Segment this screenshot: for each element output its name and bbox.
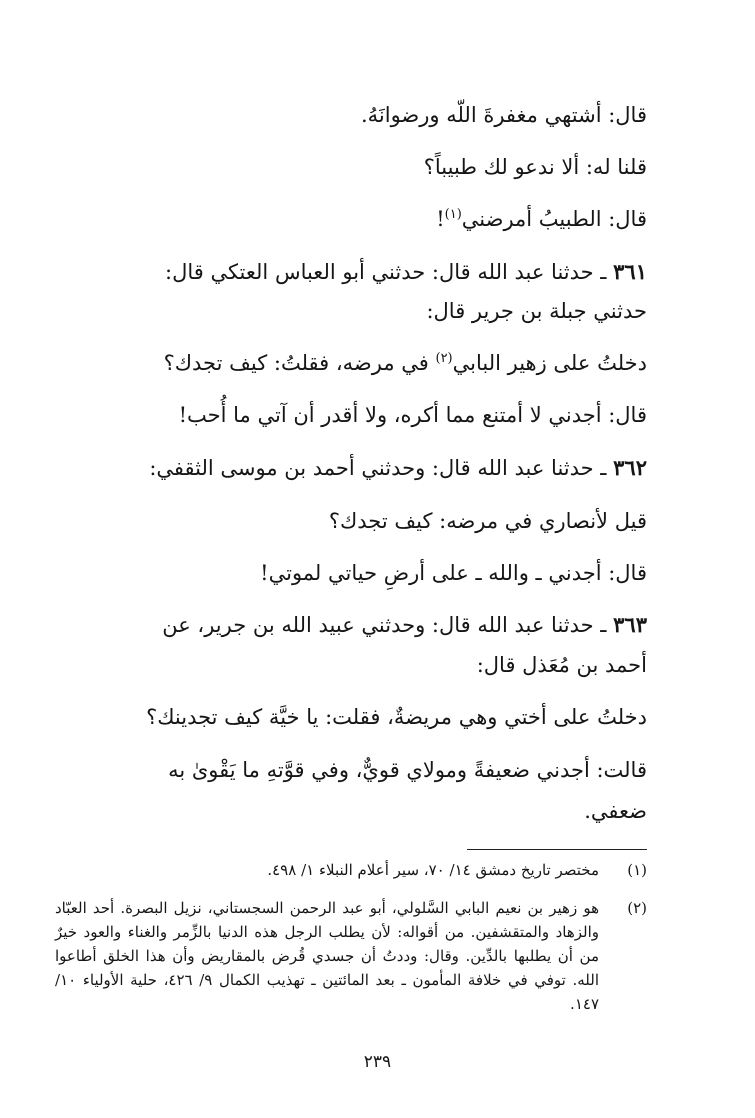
text-line: قال: أجدني ـ والله ـ على أرضِ حياتي لموتي!	[260, 561, 647, 585]
text-line: دخلتُ على زهير البابي	[452, 351, 647, 375]
footnote-mark: (٢)	[627, 899, 647, 917]
page-number: ٢٣٩	[363, 1052, 392, 1072]
footnote-item	[0, 896, 755, 1046]
paragraph	[164, 348, 647, 378]
paragraph	[260, 558, 647, 588]
footnote-text: مختصر تاريخ دمشق ١٤/ ٧٠، سير أعلام النبلاء ١/ ٤٩٨.	[267, 861, 599, 879]
footnote-mark: (١)	[627, 861, 647, 879]
hadith-number: ٣٦٢	[613, 455, 647, 480]
text-line: قال: الطبيبُ أمرضني	[461, 207, 647, 231]
text-line: قلنا له: ألا ندعو لك طبيباً؟	[423, 155, 647, 179]
paragraph	[584, 796, 647, 826]
hadith-header	[162, 610, 647, 640]
text-line: قال: أجدني لا أمتنع مما أكره، ولا أقدر أن آتي ما أُحب!	[178, 403, 647, 427]
text-line: قال: أشتهي مغفرةَ اللّه ورضوانَهُ.	[360, 103, 647, 127]
footnote-ref[interactable]: (١)	[444, 207, 462, 222]
footnote-ref[interactable]: (٢)	[435, 351, 453, 366]
paragraph	[179, 400, 647, 430]
text-line: ـ حدثنا عبد الله قال: وحدثني أحمد بن موسى الثقفي:	[149, 456, 607, 480]
hadith-number: ٣٦١	[613, 259, 647, 284]
text-line: قالت: أجدني ضعيفةً ومولاي قويٌّ، وفي قوَّتهِ ما يَقْوىٰ به	[168, 758, 647, 782]
paragraph	[424, 152, 647, 182]
footnote-text: هو زهير بن نعيم البابي السَّلولي، أبو عبد الرحمن السجستاني، نزيل البصرة. أحد العبّاد والزهاد والمتقشفين. من أقواله: لأن يطلب الرجل هذه الدنيا بالزِّمر والغناء والعود خيرٌ من أن يطلبها بالدِّين. وقال: وددتُ أن جسدي قُرض بالمقاريض وأن هذا الخلق أطاعوا الله. توفي في خلافة المأمون ـ بعد المائتين ـ تهذيب الكمال ٩/ ٤٢٦، حلية الأولياء ١٠/ ١٤٧.	[55, 899, 600, 1013]
text-line: !	[436, 207, 445, 231]
paragraph	[361, 100, 647, 130]
footnote-item	[0, 858, 755, 884]
paragraph	[168, 755, 647, 785]
text-line: دخلتُ على أختي وهي مريضةٌ، فقلت: يا خيَّة كيف تجدينك؟	[146, 705, 647, 729]
text-line: أحمد بن مُعَذل قال:	[476, 653, 647, 677]
hadith-header	[165, 257, 647, 287]
text-line: قيل لأنصاري في مرضه: كيف تجدك؟	[328, 509, 647, 533]
text-line: ـ حدثنا عبد الله قال: وحدثني عبيد الله بن جرير، عن	[162, 613, 607, 637]
text-line: ـ حدثنا عبد الله قال: حدثني أبو العباس العتكي قال:	[165, 260, 607, 284]
footnote-divider	[467, 849, 647, 850]
paragraph	[426, 296, 647, 326]
text-line: حدثني جبلة بن جرير قال:	[426, 299, 647, 323]
hadith-number: ٣٦٣	[613, 612, 647, 637]
paragraph	[146, 702, 647, 732]
paragraph	[477, 650, 647, 680]
text-line: في مرضه، فقلتُ: كيف تجدك؟	[163, 351, 429, 375]
paragraph	[436, 204, 647, 234]
hadith-header	[149, 453, 647, 483]
paragraph	[329, 506, 647, 536]
text-line: ضعفي.	[584, 799, 647, 823]
